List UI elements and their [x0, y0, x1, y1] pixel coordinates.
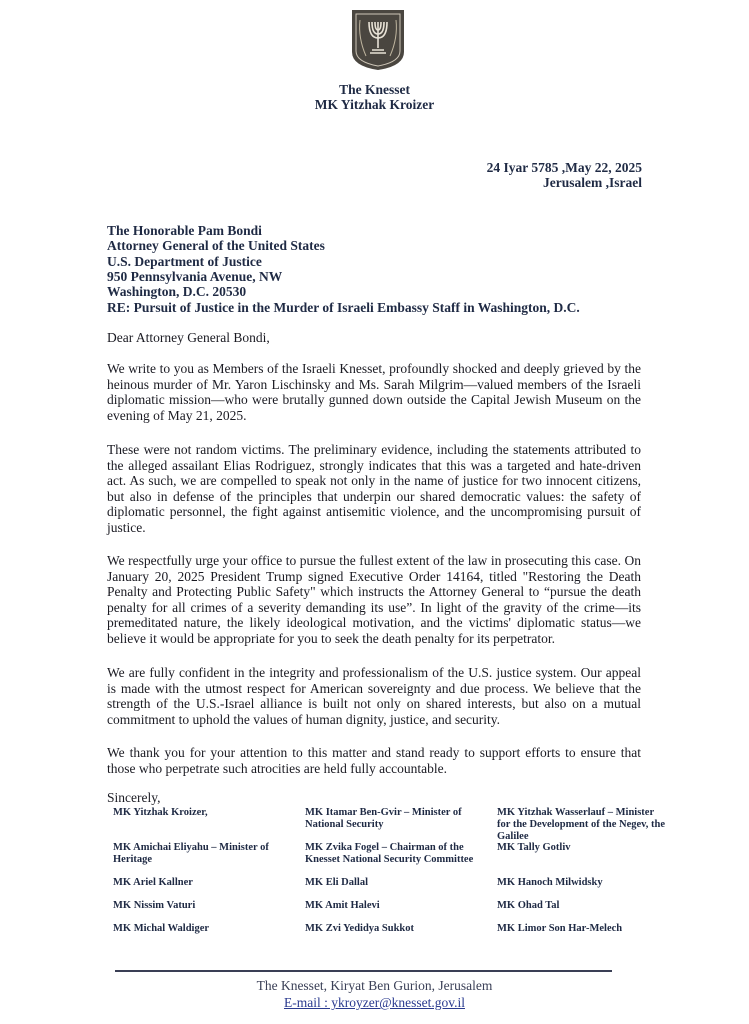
body-paragraph: We respectfully urge your office to pursue the fullest extent of the law in prosecuting this case. On January 20, 2025 President Trump signed Executive Order 14164, titled "Restoring the Death Penalty and Protecting Public Safety" which instructs the Attorney General to “pursue the death penalty for all crimes of a severity demanding its use”. In light of the gravity of the crime—its premeditated nature, the likely ideological motivation, and the victims' diplomatic status—we believe it would be appropriate for you to seek the death penalty for its perpetrator. [107, 553, 641, 646]
signatory: MK Michal Waldiger [113, 923, 210, 934]
signatory: MK Tally Gotliv [497, 842, 571, 853]
subject-line: RE: Pursuit of Justice in the Murder of Israeli Embassy Staff in Washington, D.C. [107, 300, 580, 315]
menorah-emblem-icon [350, 8, 406, 72]
body-paragraph: These were not random victims. The preliminary evidence, including the statements attributed to the alleged assailant Elias Rodriguez, strongly indicates that this was a targeted and hate-driven act. As such, we are compelled to speak not only in the name of justice for two innocent citizens, but also in defense of the principles that underpin our shared democratic values: the safety of diplomatic personnel, the fight against antisemitic violence, and the uncompromising pursuit of justice. [107, 442, 641, 535]
recipient-line: Washington, D.C. 20530 [107, 284, 247, 300]
recipient-line: 950 Pennsylvania Avenue, NW [107, 268, 283, 284]
signatory: MK Yitzhak Wasserlauf – Minister for the Development of the Negev, the Galilee [497, 807, 666, 842]
signatory: MK Limor Son Har-Melech [497, 923, 623, 934]
date: 24 Iyar 5785 ,May 22, 2025 [486, 160, 642, 175]
signatory: MK Ariel Kallner [113, 877, 193, 888]
signatory: MK Ohad Tal [497, 900, 560, 911]
dateline [487, 160, 642, 190]
recipient-address [107, 223, 325, 299]
place: Jerusalem ,Israel [543, 175, 642, 190]
footer-address: The Knesset, Kiryat Ben Gurion, Jerusalem [256, 978, 493, 993]
body-paragraph: We thank you for your attention to this matter and stand ready to support efforts to ensure that those who perpetrate such atrocities are held fully accountable. [107, 745, 641, 776]
body-paragraph: We write to you as Members of the Israeli Knesset, profoundly shocked and deeply grieved by the heinous murder of Mr. Yaron Lischinsky and Ms. Sarah Milgrim—valued members of the Israeli diplomatic mission—who were brutally gunned down outside the Capital Jewish Museum on the evening of May 21, 2025. [107, 361, 641, 423]
signatory: MK Nissim Vaturi [113, 900, 196, 911]
signatory: MK Eli Dallal [305, 877, 368, 888]
salutation: Dear Attorney General Bondi, [107, 330, 270, 345]
footer-divider [115, 970, 612, 972]
footer-email-link[interactable]: E-mail : ykroyzer@knesset.gov.il [283, 995, 465, 1010]
signatory: MK Zvika Fogel – Chairman of the Knesset National Security Committee [305, 842, 474, 865]
signatory: MK Zvi Yedidya Sukkot [305, 923, 415, 934]
letterhead-sender: MK Yitzhak Kroizer [314, 97, 435, 112]
signatory: MK Yitzhak Kroizer, [113, 807, 208, 818]
signatory: MK Amichai Eliyahu – Minister of Heritage [113, 842, 269, 865]
letterhead-org: The Knesset [339, 82, 410, 97]
signatory: MK Amit Halevi [305, 900, 380, 911]
signatory: MK Hanoch Milwidsky [497, 877, 603, 888]
signatory: MK Itamar Ben-Gvir – Minister of National Security [305, 807, 462, 830]
closing: Sincerely, [107, 790, 161, 805]
body-paragraph: We are fully confident in the integrity and professionalism of the U.S. justice system. Our appeal is made with the utmost respect for American sovereignty and due process. We believe that the strength of the U.S.-Israel alliance is built not only on shared interests, but also on a mutual commitment to uphold the values of human dignity, justice, and security. [107, 665, 641, 727]
recipient-line: U.S. Department of Justice [107, 253, 262, 269]
footer-email-line [0, 995, 749, 1011]
recipient-line: The Honorable Pam Bondi [107, 223, 262, 238]
recipient-line: Attorney General of the United States [107, 238, 325, 254]
